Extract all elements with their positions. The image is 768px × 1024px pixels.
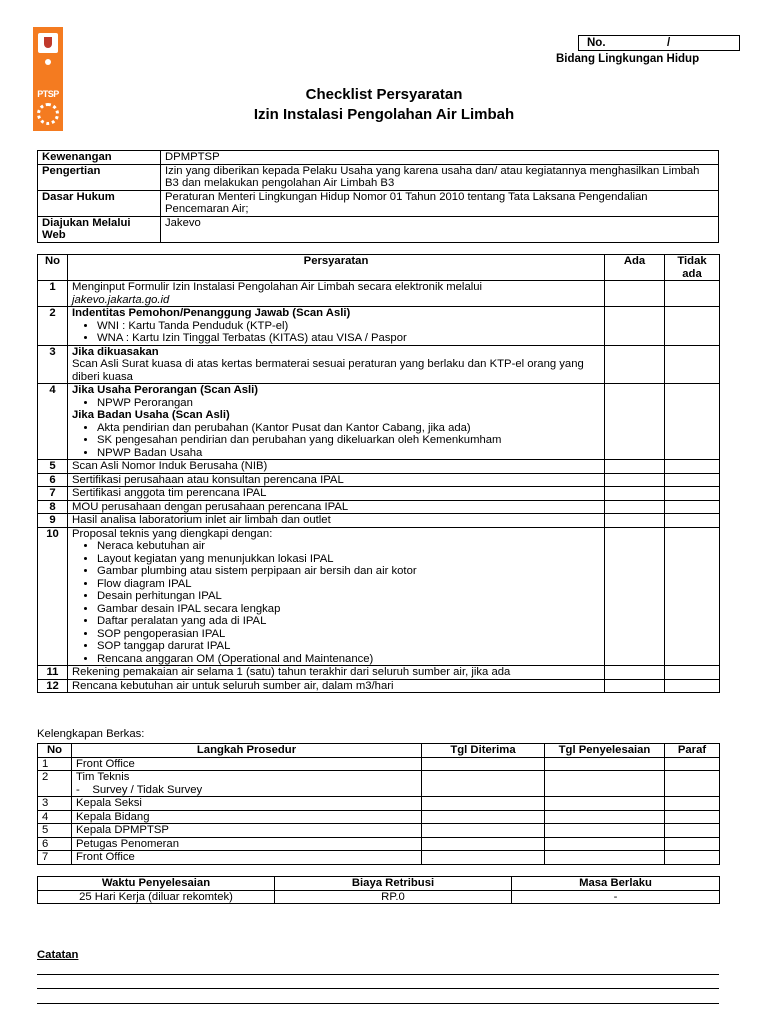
table-row [38,666,720,680]
row-number: 7 [38,851,72,865]
kelengkapan-label: Kelengkapan Berkas: [37,728,145,740]
requirements-table [37,254,720,693]
ada-checkbox[interactable] [605,666,665,680]
table-row [38,345,720,384]
requirement-cell [68,281,605,307]
masa-value: - [512,890,720,904]
requirement-text: Rencana kebutuhan air untuk seluruh sumber air, dalam m3/hari [68,679,605,693]
tgl-diterima-cell[interactable] [422,797,545,811]
requirement-heading: Indentitas Pemohon/Penanggung Jawab (Scan Asli) [72,307,351,319]
requirement-text: Sertifikasi anggota tim perencana IPAL [68,487,605,501]
tidak-ada-checkbox[interactable] [665,487,720,501]
list-item: • Daftar peralatan yang ada di IPAL [97,615,600,628]
info-key: Diajukan Melalui Web [38,216,161,242]
procedure-step: Petugas Penomeran [72,837,422,851]
department-label: Bidang Lingkungan Hidup [556,53,700,65]
info-key: Pengertian [38,164,161,190]
col-paraf: Paraf [665,744,720,758]
document-number-box [578,35,740,51]
table-row [38,487,720,501]
list-item: • Gambar plumbing atau sistem perpipaan air bersih dan air kotor [97,565,600,578]
tidak-ada-checkbox[interactable] [665,384,720,460]
requirement-heading: Jika Badan Usaha (Scan Asli) [72,409,230,421]
row-number: 3 [38,345,68,384]
cost-table [37,876,720,904]
row-number: 5 [38,824,72,838]
list-item: • WNI : Kartu Tanda Penduduk (KTP-el) [97,320,600,333]
table-row [38,824,720,838]
ada-checkbox[interactable] [605,527,665,666]
row-number: 6 [38,837,72,851]
col-tidak-ada: Tidak ada [665,255,720,281]
col-tgl-diterima: Tgl Diterima [422,744,545,758]
requirement-cell [68,345,605,384]
requirement-text: MOU perusahaan dengan perusahaan perencana IPAL [68,500,605,514]
list-item: • Flow diagram IPAL [97,578,600,591]
page-title: Checklist Persyaratan [305,86,463,103]
list-item: • WNA : Kartu Izin Tinggal Terbatas (KITAS) atau VISA / Paspor [97,332,600,345]
table-row [38,473,720,487]
table-row [38,164,719,190]
procedure-step: Front Office [72,757,422,771]
row-number: 2 [38,307,68,346]
table-row [38,281,720,307]
tgl-diterima-cell[interactable] [422,851,545,865]
row-number: 4 [38,384,68,460]
tgl-penyelesaian-cell[interactable] [545,810,665,824]
table-row [38,216,719,242]
paraf-cell[interactable] [665,771,720,797]
requirement-text: Menginput Formulir Izin Instalasi Pengolahan Air Limbah secara elektronik melalui [72,281,483,293]
tidak-ada-checkbox[interactable] [665,500,720,514]
row-number: 10 [38,527,68,666]
note-line[interactable] [37,1003,719,1004]
page-subtitle: Izin Instalasi Pengolahan Air Limbah [253,106,515,123]
col-tgl-penyelesaian: Tgl Penyelesaian [545,744,665,758]
no-label: No. [587,37,606,49]
requirement-text: Scan Asli Surat kuasa di atas kertas bermaterai sesuai peraturan yang berlaku dan KTP-el orang yang diberi kuasa [72,358,584,383]
table-row [38,837,720,851]
info-value: Jakevo [161,216,719,242]
row-number: 6 [38,473,68,487]
table-row [38,151,719,165]
table-row [38,757,720,771]
tgl-diterima-cell[interactable] [422,771,545,797]
tidak-ada-checkbox[interactable] [665,281,720,307]
tidak-ada-checkbox[interactable] [665,666,720,680]
list-item: • NPWP Perorangan [97,397,600,410]
paraf-cell[interactable] [665,824,720,838]
tgl-diterima-cell[interactable] [422,837,545,851]
table-header-row [38,744,720,758]
list-item: • Rencana anggaran OM (Operational and Maintenance) [97,653,600,666]
list-item: • Desain perhitungan IPAL [97,590,600,603]
procedure-table [37,743,720,865]
row-number: 2 [38,771,72,797]
table-row [38,851,720,865]
col-no: No [38,255,68,281]
paraf-cell[interactable] [665,851,720,865]
tidak-ada-checkbox[interactable] [665,460,720,474]
procedure-substep: - Survey / Tidak Survey [76,783,203,796]
row-number: 1 [38,757,72,771]
requirement-url: jakevo.jakarta.go.id [72,293,170,306]
row-number: 1 [38,281,68,307]
info-table [37,150,719,243]
logo-dot-icon [45,59,51,65]
no-separator: / [667,37,671,49]
requirement-cell [68,307,605,346]
procedure-step-cell [72,771,422,797]
ada-checkbox[interactable] [605,307,665,346]
table-row [38,384,720,460]
procedure-step: Kepala DPMPTSP [72,824,422,838]
jakarta-emblem-icon [38,33,58,53]
table-row [38,890,720,904]
table-header-row [38,255,720,281]
tgl-diterima-cell[interactable] [422,824,545,838]
requirement-heading: Jika dikuasakan [72,345,159,358]
requirement-cell [68,527,605,666]
catatan-heading: Catatan [37,949,79,961]
tgl-diterima-cell[interactable] [422,757,545,771]
row-number: 7 [38,487,68,501]
ada-checkbox[interactable] [605,679,665,693]
procedure-step: Front Office [72,851,422,865]
tgl-diterima-cell[interactable] [422,810,545,824]
row-number: 9 [38,514,68,528]
ada-checkbox[interactable] [605,460,665,474]
table-row [38,514,720,528]
info-key: Kewenangan [38,151,161,165]
table-row [38,797,720,811]
col-waktu: Waktu Penyelesaian [38,877,275,891]
procedure-step: Tim Teknis [76,771,130,783]
table-row [38,527,720,666]
requirement-cell [68,384,605,460]
table-row [38,190,719,216]
tgl-penyelesaian-cell[interactable] [545,797,665,811]
list-item: • Gambar desain IPAL secara lengkap [97,603,600,616]
tgl-penyelesaian-cell[interactable] [545,771,665,797]
requirement-text: Proposal teknis yang diengkapi dengan: [72,527,273,540]
list-item: • Layout kegiatan yang menunjukkan lokasi IPAL [97,553,600,566]
tidak-ada-checkbox[interactable] [665,679,720,693]
tidak-ada-checkbox[interactable] [665,527,720,666]
info-key: Dasar Hukum [38,190,161,216]
ada-checkbox[interactable] [605,500,665,514]
ada-checkbox[interactable] [605,345,665,384]
requirement-text: Hasil analisa laboratorium inlet air limbah dan outlet [68,514,605,528]
paraf-cell[interactable] [665,837,720,851]
tgl-penyelesaian-cell[interactable] [545,851,665,865]
waktu-value: 25 Hari Kerja (diluar rekomtek) [38,890,275,904]
ada-checkbox[interactable] [605,487,665,501]
tidak-ada-checkbox[interactable] [665,307,720,346]
row-number: 3 [38,797,72,811]
ada-checkbox[interactable] [605,473,665,487]
ada-checkbox[interactable] [605,384,665,460]
tidak-ada-checkbox[interactable] [665,514,720,528]
info-value: DPMPTSP [161,151,719,165]
table-row [38,810,720,824]
tgl-penyelesaian-cell[interactable] [545,757,665,771]
col-langkah: Langkah Prosedur [72,744,422,758]
col-biaya: Biaya Retribusi [275,877,512,891]
table-row [38,500,720,514]
col-ada: Ada [605,255,665,281]
info-value: Izin yang diberikan kepada Pelaku Usaha yang karena usaha dan/ atau kegiatannya menghasilkan Limbah B3 dan melakukan pengolahan Air Limbah B3 [161,164,719,190]
requirement-text: Sertifikasi perusahaan atau konsultan perencana IPAL [68,473,605,487]
ada-checkbox[interactable] [605,514,665,528]
info-value: Peraturan Menteri Lingkungan Hidup Nomor 01 Tahun 2010 tentang Tata Laksana Pengendalian Pencemaran Air; [161,190,719,216]
row-number: 5 [38,460,68,474]
paraf-cell[interactable] [665,810,720,824]
ada-checkbox[interactable] [605,281,665,307]
row-number: 8 [38,500,68,514]
note-line[interactable] [37,974,719,975]
tgl-penyelesaian-cell[interactable] [545,837,665,851]
table-row [38,460,720,474]
table-header-row [38,877,720,891]
list-item: • SOP pengoperasian IPAL [97,628,600,641]
col-no: No [38,744,72,758]
requirement-text: Rekening pemakaian air selama 1 (satu) tahun terakhir dari seluruh sumber air, jika ada [68,666,605,680]
table-row [38,771,720,797]
col-persyaratan: Persyaratan [68,255,605,281]
paraf-cell[interactable] [665,797,720,811]
requirement-text: Scan Asli Nomor Induk Berusaha (NIB) [68,460,605,474]
list-item: • SK pengesahan pendirian dan perubahan yang dikeluarkan oleh Kemenkumham [97,434,600,447]
tidak-ada-checkbox[interactable] [665,345,720,384]
procedure-step: Kepala Bidang [72,810,422,824]
table-row [38,307,720,346]
tidak-ada-checkbox[interactable] [665,473,720,487]
requirement-heading: Jika Usaha Perorangan (Scan Asli) [72,384,259,396]
paraf-cell[interactable] [665,757,720,771]
list-item: • Neraca kebutuhan air [97,540,600,553]
row-number: 12 [38,679,68,693]
note-line[interactable] [37,988,719,989]
list-item: • SOP tanggap darurat IPAL [97,640,600,653]
procedure-step: Kepala Seksi [72,797,422,811]
list-item: • Akta pendirian dan perubahan (Kantor Pusat dan Kantor Cabang, jika ada) [97,422,600,435]
col-masa: Masa Berlaku [512,877,720,891]
table-row [38,679,720,693]
row-number: 4 [38,810,72,824]
logo-text: PTSP [37,89,59,99]
row-number: 11 [38,666,68,680]
biaya-value: RP.0 [275,890,512,904]
list-item: • NPWP Badan Usaha [97,447,600,460]
tgl-penyelesaian-cell[interactable] [545,824,665,838]
